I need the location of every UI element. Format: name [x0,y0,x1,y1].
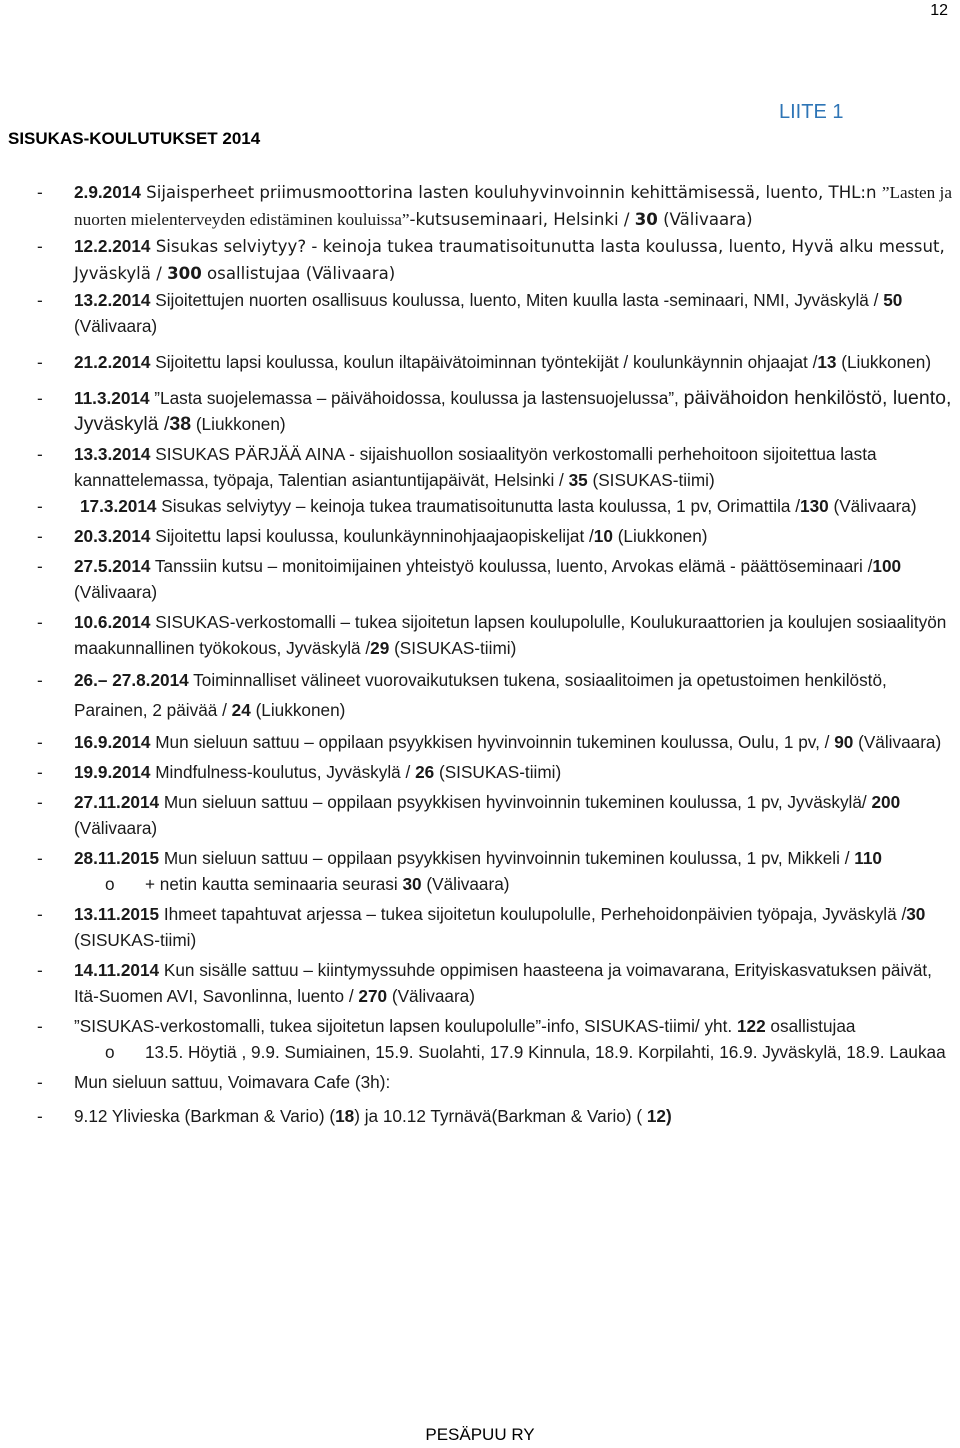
item-tail: (Liukkonen) [191,414,286,434]
list-item [0,609,960,661]
item-count: 200 [871,792,901,812]
list-dash: - [37,290,43,310]
item-date: 13.2.2014 [74,290,151,310]
list-item [0,441,960,493]
list-dash: - [37,732,43,752]
sub-list-item [0,1039,960,1065]
item-date: 27.5.2014 [74,556,151,576]
item-text: Kun sisälle sattuu – kiintymyssuhde oppimisen haasteena ja voimavarana, Erityiskasvatuksen päivät, Itä-Suomen AVI, Savonlinna, luento / [74,960,932,1006]
item-text: Sijoitettujen nuorten osallisuus koulussa, luento, Miten kuulla lasta -seminaari, NMI, Jyväskylä / [150,290,884,310]
page-number: 12 [930,2,948,19]
list-dash: - [37,556,43,576]
list-item [0,233,960,287]
list-item [0,665,960,725]
item-tail: (Liukkonen) [250,700,346,720]
item-count: 29 [370,638,390,658]
item-text: Sijaisperheet priimusmoottorina lasten kouluhyvinvoinnin kehittämisessä, luento, THL:n [140,183,882,202]
item-text: SISUKAS-verkostomalli – tukea sijoitetun lapsen koulupolulle, Koulukuraattorien ja koulujen sosiaalityön maakunnallinen työkokous, Jyväskylä / [74,612,947,658]
list-dash: - [37,352,43,372]
item-count: 38 [169,413,192,435]
item-text: 13.5. Höytiä , 9.9. Sumiainen, 15.9. Suolahti, 17.9 Kinnula, 18.9. Korpilahti, 16.9. Jyväskylä, 18.9. Laukaa [145,1042,946,1062]
item-date: 21.2.2014 [74,352,151,372]
item-count: 300 [167,264,202,283]
list-item [0,523,960,549]
item-tail: (Välivaara) [421,874,510,894]
item-date: 27.11.2014 [74,792,160,812]
list-item [0,789,960,841]
list-item [0,347,960,377]
list-dash: - [37,670,43,690]
item-date: 11.3.2014 [74,388,150,408]
item-tail: ) ja 10.12 Tyrnävä(Barkman & Vario) ( [354,1106,647,1126]
item-count: 270 [358,986,388,1006]
item-tail: (Välivaara) [74,582,158,602]
list-dash: - [37,444,43,464]
appendix-label: LIITE 1 [779,101,844,123]
item-count: 110 [854,848,882,868]
list-item [0,845,960,871]
item-text: Mun sieluun sattuu – oppilaan psyykkisen hyvinvoinnin tukeminen koulussa, Oulu, 1 pv, / [150,732,835,752]
item-tail: (Välivaara) [387,986,475,1006]
item-text: Mun sieluun sattuu, Voimavara Cafe (3h): [74,1072,391,1092]
item-text: Mun sieluun sattuu – oppilaan psyykkisen hyvinvoinnin tukeminen koulussa, 1 pv, Mikkeli / [159,848,855,868]
item-text: Mun sieluun sattuu – oppilaan psyykkisen hyvinvoinnin tukeminen koulussa, 1 pv, Jyväskylä/ [159,792,872,812]
item-date: 20.3.2014 [74,526,151,546]
item-tail: (SISUKAS-tiimi) [587,470,715,490]
item-tail: (SISUKAS-tiimi) [434,762,562,782]
item-date: 19.9.2014 [74,762,151,782]
item-tail: (Välivaara) [74,316,158,336]
item-count: 35 [568,470,588,490]
item-tail: (Välivaara) [853,732,942,752]
item-date: 2.9.2014 [74,182,141,202]
item-text: + netin kautta seminaaria seurasi [145,874,403,894]
item-count: 30 [402,874,422,894]
item-text: -kutsuseminaari, Helsinki / [409,210,635,229]
item-count: 100 [872,556,902,576]
item-count: 90 [834,732,854,752]
list-item [0,1069,960,1095]
item-count: 10 [593,526,613,546]
list-dash: - [37,792,43,812]
list-item [0,1013,960,1039]
sub-bullet: o [105,1042,115,1062]
list-dash: - [37,526,43,546]
item-date: 10.6.2014 [74,612,151,632]
item-text: Sijoitettu lapsi koulussa, koulun iltapäivätoiminnan työntekijät / koulunkäynnin ohjaajat / [150,352,818,372]
item-text: Toiminnalliset välineet vuorovaikutuksen tukena, sosiaalitoimen ja opetustoimen henkilöstö, Parainen, 2 päivää / [74,670,887,720]
item-tail: (Liukkonen) [612,526,708,546]
list-item [0,553,960,605]
list-dash: - [37,388,43,408]
list-item [0,385,960,437]
item-tail: (SISUKAS-tiimi) [74,930,197,950]
item-tail: (Välivaara) [74,818,158,838]
item-count: 24 [231,700,251,720]
list-dash: - [37,1016,43,1036]
list-item [0,179,960,233]
item-date: 26.– 27.8.2014 [74,670,189,690]
item-text: Sisukas selviytyy? - keinoja tukea traumatisoitunutta lasta koulussa, luento, Hyvä alku messut, Jyväskylä / [74,237,945,283]
item-text-large: päivähoidon henkilöstö, luento, Jyväskylä / [74,387,952,435]
list-item [0,1103,960,1129]
sub-bullet: o [105,874,115,894]
list-item [0,493,960,519]
item-date: 12.2.2014 [74,236,151,256]
item-text: Mindfulness-koulutus, Jyväskylä / [150,762,416,782]
item-text: 9.12 Ylivieska (Barkman & Vario) ( [74,1106,336,1126]
item-count: 30 [906,904,926,924]
item-count: 18 [335,1106,355,1126]
item-text: SISUKAS PÄRJÄÄ AINA - sijaishuollon sosiaalityön verkostomalli perhehoitoon sijoitettua lasta kannattelemassa, työpaja, Talentian asiantuntijapäivät, Helsinki / [74,444,877,490]
item-date: 16.9.2014 [74,732,151,752]
list-item [0,901,960,953]
item-text: Ihmeet tapahtuvat arjessa – tukea sijoitetun koulupolulle, Perhehoidonpäivien työpaja, Jyväskylä / [159,904,907,924]
item-tail: (Välivaara) [828,496,917,516]
list-dash: - [37,960,43,980]
list-dash: - [37,1072,43,1092]
list-item [0,729,960,755]
item-text: Tanssiin kutsu – monitoimijainen yhteistyö koulussa, luento, Arvokas elämä - päättöseminaari / [150,556,873,576]
list-dash: - [37,762,43,782]
list-dash: - [37,904,43,924]
list-dash: - [37,848,43,868]
item-date: 13.11.2015 [74,904,160,924]
item-tail: osallistujaa [765,1016,856,1036]
item-text: Sijoitettu lapsi koulussa, koulunkäynninohjaajaopiskelijat / [150,526,594,546]
item-count: 26 [415,762,435,782]
item-text: ”SISUKAS-verkostomalli, tukea sijoitetun lapsen koulupolulle”-info, SISUKAS-tiimi/ yht. [74,1016,737,1036]
list-dash: - [37,236,43,256]
list-dash: - [37,496,43,516]
sub-list-item [0,871,960,897]
item-tail: (Liukkonen) [836,352,932,372]
item-count: 130 [800,496,829,516]
list-dash: - [37,182,43,202]
item-count: 13 [817,352,837,372]
item-tail: (SISUKAS-tiimi) [389,638,517,658]
item-date: 17.3.2014 [80,496,157,516]
item-date: 28.11.2015 [74,848,160,868]
item-text-serif: ”Lasten ja nuorten mielenterveyden edistäminen kouluissa” [74,183,952,229]
document-title: SISUKAS-KOULUTUKSET 2014 [8,129,261,148]
item-count: 122 [736,1016,766,1036]
list-item [0,287,960,339]
item-text: ”Lasta suojelemassa – päivähoidossa, koulussa ja lastensuojelussa”, [149,388,684,408]
list-dash: - [37,612,43,632]
footer-organization: PESÄPUU RY [425,1425,535,1444]
item-count: 50 [883,290,903,310]
item-tail: osallistujaa (Välivaara) [201,264,396,283]
list-item [0,957,960,1009]
item-text: Sisukas selviytyy – keinoja tukea traumatisoitunutta lasta koulussa, 1 pv, Orimattila / [156,496,801,516]
item-date: 14.11.2014 [74,960,160,980]
training-list [0,179,960,1129]
item-date: 13.3.2014 [74,444,151,464]
item-tail: (Välivaara) [657,210,753,229]
list-item [0,759,960,785]
item-count-2: 12) [646,1106,672,1126]
list-dash: - [37,1106,43,1126]
item-count: 30 [634,210,658,229]
